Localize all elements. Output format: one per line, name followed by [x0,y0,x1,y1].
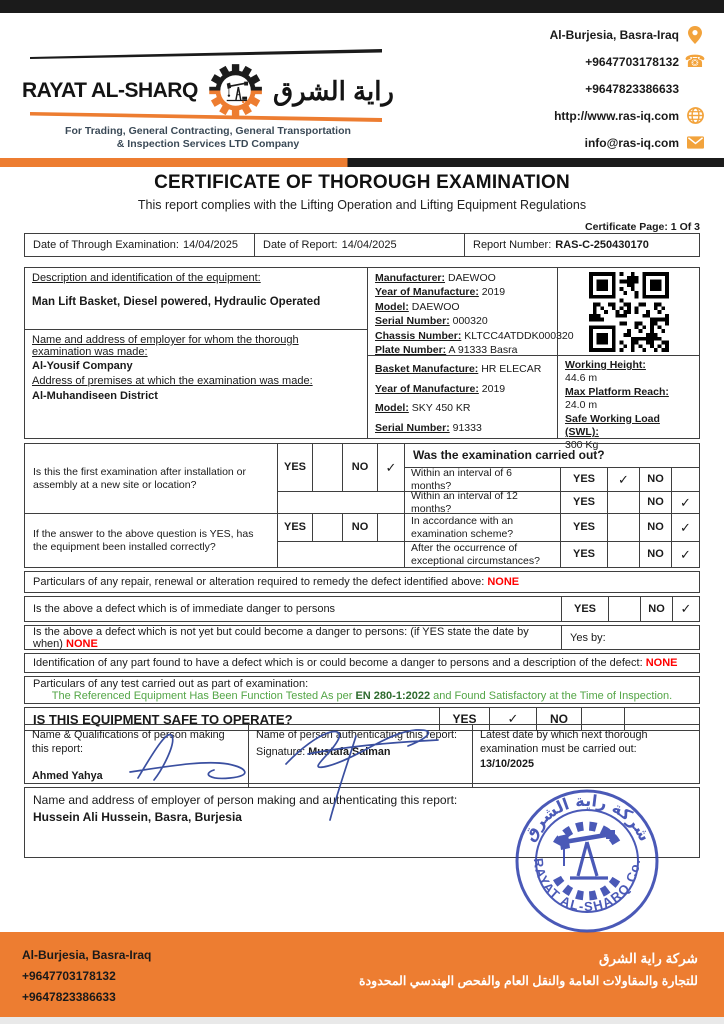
future-danger-value: NONE [66,637,98,650]
manufacturer-details-cell [368,268,574,357]
auth-label: Name of person authenticating this report: [256,729,458,741]
test-statement-post: and Found Satisfactory at the Time of Inspection. [430,690,673,702]
yes-label: YES [278,513,313,541]
spec-value: 300 Kg [565,439,599,452]
spec-label: Model: [375,402,409,414]
spec-label: Manufacturer: [375,272,446,284]
footer-phone1: +9647703178132 [22,969,116,983]
sub-question-exceptional-circumstances: After the occurrence of exceptional circumstances? [405,541,561,567]
employer-premises-cell [25,330,367,438]
no-label: NO [640,597,672,621]
contact-website-row [484,102,704,129]
certificate-subtitle: This report complies with the Lifting Operation and Lifting Equipment Regulations [137,198,587,212]
phone-icon: ☎ [684,52,706,71]
sub-question-12-months: Within an interval of 12 months? [405,491,561,513]
exam-date-label: Date of Through Examination: [33,239,179,251]
checkbox-immediate-yes [608,597,640,621]
certificate-page-label: Certificate Page: 1 Of 3 [585,221,700,233]
checkbox-scheme-yes [608,513,640,541]
contact-phone1: +9647703178132 [585,54,679,69]
yes-label: YES [561,491,608,513]
spec-label: Serial Number: [375,315,450,328]
premises-label: Address of premises at which the examination was made: [32,375,313,387]
company-logo [22,17,394,155]
test-label: Particulars of any test carried out as part of examination: [33,678,309,690]
spec-label: Year of Manufacture: [375,286,479,299]
repair-value: NONE [487,576,520,588]
footer-company-block [359,948,698,992]
report-date-value: 14/04/2025 [341,239,397,251]
identification-row [24,653,700,673]
yes-label: YES [561,468,608,491]
equipment-description-cell [25,268,367,330]
spec-label: Plate Number: [375,344,447,357]
company-stamp [512,786,662,936]
test-standard: EN 280-1:2022 [355,690,431,702]
immediate-danger-label: Is the above a defect which is of immediate danger to persons [33,603,336,615]
stamp-latin-text: RAYAT AL-SHARQ Co. [530,857,644,915]
sub-question-6-months: Within an interval of 6 months? [405,468,561,491]
no-label: NO [343,513,378,541]
maker-cell [25,725,249,788]
report-number-value: RAS-C-250430170 [555,239,649,251]
svg-text:RAYAT AL-SHARQ Co. [531,857,643,914]
auth-signature-label: Signature: [256,745,306,758]
checkbox-12-months-yes [608,491,640,513]
location-icon [686,26,704,44]
next-examination-cell [473,725,699,788]
globe-icon [686,107,704,125]
company-name-ar: راية الشرق [272,75,394,106]
header-contacts [484,21,704,156]
carried-out-header: Was the examination carried out? [405,444,699,468]
checkbox-immediate-no: ✓ [672,597,699,621]
spec-label: Serial Number: [375,421,450,434]
spec-value: HR ELECAR [481,363,542,375]
dates-table [24,233,700,257]
future-danger-label: Is the above a defect which is not yet but could become a danger to persons: (if YES state the date by when) [33,625,529,650]
contact-phone2: +9647823386633 [585,81,679,96]
checkbox-exceptional-no: ✓ [672,541,699,567]
tagline-line2: & Inspection Services LTD Company [116,138,300,150]
qr-code [558,268,699,356]
footer [0,932,724,1024]
employer-label: Name and address of employer for whom the thorough examination was made: [32,334,299,358]
contact-phone1-row [484,48,704,75]
report-employer-value: Hussein Ali Hussein, Basra, Burjesia [33,810,242,824]
checkbox-q2-yes [313,513,343,541]
authenticator-cell [249,725,473,788]
spec-value: SKY 450 KR [411,402,471,414]
empty-cell [278,541,405,567]
employer-value: Al-Yousif Company [32,360,133,372]
equipment-table [24,267,700,452]
yes-label: YES [561,541,608,567]
future-danger-row [24,625,700,650]
equipment-description-value: Man Lift Basket, Diesel powered, Hydraulic Operated [32,296,321,308]
report-date-label: Date of Report: [263,239,338,251]
checkbox-q1-yes [313,444,343,491]
sub-question-examination-scheme: In accordance with an examination scheme? [405,513,561,541]
company-name-en: RAYAT AL-SHARQ [22,79,198,102]
footer-phone2: +9647823386633 [22,990,116,1004]
contact-website: http://www.ras-iq.com [554,108,679,123]
spec-label: Chassis Number: [375,329,462,342]
spec-value: 91333 [452,421,482,434]
footer-company-ar-line2: للتجارة والمقاولات العامة والنقل العام والفحص الهندسي المحدودة [359,974,698,988]
basket-details-cell [368,356,557,438]
equipment-description-label: Description and identification of the equipment: [32,272,261,284]
spec-value: 000320 [452,315,488,328]
header-divider [0,158,724,167]
examination-table [24,443,700,568]
spec-value: 24.0 m [565,399,598,412]
report-number-cell [465,234,699,256]
spec-label: Model: [375,300,409,313]
spec-label: Basket Manufacture: [375,363,479,375]
question-first-examination: Is this the first examination after installation or assembly at a new site or location? [25,444,278,513]
checkbox-6-months-no [672,468,699,491]
no-label: NO [640,491,672,513]
stamp-arabic-text: شركة راية الشرق [519,790,655,845]
no-label: NO [640,513,672,541]
exam-date-value: 14/04/2025 [182,239,239,251]
contact-email-row [484,129,704,156]
checkbox-scheme-no: ✓ [672,513,699,541]
no-label: NO [536,708,581,730]
next-exam-label: Latest date by which next thorough examination must be carried out: [480,729,648,755]
spec-value: A 91333 Basra [448,344,518,357]
no-label: NO [640,468,672,491]
auth-name: Mustafa Salman [308,745,391,758]
test-particulars-row [24,676,700,704]
contact-address: Al-Burjesia, Basra-Iraq [549,27,679,42]
spec-value: DAEWOO [411,300,460,313]
spec-value: 44.6 m [565,372,598,385]
checkbox-6-months-yes: ✓ [608,468,640,491]
yes-by-cell: Yes by: [561,626,699,649]
title-block [24,172,700,233]
checkbox-exceptional-yes [608,541,640,567]
contact-address-row [484,21,704,48]
yes-label: YES [439,708,489,730]
checkbox-q2-no [378,513,405,541]
report-date-cell [255,234,465,256]
spec-value: 2019 [481,286,506,299]
header [0,13,724,158]
footer-company-ar-line1: شركة راية الشرق [598,951,698,966]
spec-label: Working Height: [565,359,646,371]
envelope-icon [686,134,704,152]
maker-name: Ahmed Yahya [32,770,103,782]
spec-value: KLTCC4ATDDK000320 [464,329,574,342]
report-employer-label: Name and address of employer of person making and authenticating this report: [33,793,458,807]
yes-label: YES [278,444,313,491]
top-black-bar [0,0,724,13]
spec-label: Max Platform Reach: [565,385,669,398]
yes-label: YES [561,513,608,541]
immediate-danger-row [24,596,700,622]
no-label: NO [640,541,672,567]
identification-label: Identification of any part found to have a defect which is or could become a danger to persons and a description of the defect: [33,657,643,669]
maker-label: Name & Qualifications of person making this report: [32,729,225,755]
no-label: NO [343,444,378,491]
footer-address: Al-Burjesia, Basra-Iraq [22,948,152,962]
test-statement-pre: The Referenced Equipment Has Been Function Tested As per [51,690,356,702]
checkbox-q1-no: ✓ [378,444,405,491]
repair-label: Particulars of any repair, renewal or alteration required to remedy the defect identified above: [33,576,485,588]
spec-value: 2019 [481,382,506,395]
spec-label: Year of Manufacture: [375,382,479,395]
stamp-pumpjack-icon [559,830,615,878]
icon-spacer [686,80,704,98]
tagline-line1: For Trading, General Contracting, General Transportation [65,125,351,137]
premises-value: Al-Muhandiseen District [32,390,158,402]
contact-phone2-row [484,75,704,102]
report-number-label: Report Number: [473,239,552,251]
footer-contact-block [22,945,151,1008]
checkbox-12-months-no: ✓ [672,491,699,513]
yes-label: YES [561,597,608,621]
stamp-gear-bottom [557,878,617,896]
safe-question: IS THIS EQUIPMENT SAFE TO OPERATE? [33,711,293,727]
next-exam-date: 13/10/2025 [480,758,535,770]
repair-particulars-row [24,571,700,593]
identification-value: NONE [645,657,678,669]
question-installed-correctly: If the answer to the above question is YES, has the equipment been installed correctly? [25,513,278,567]
empty-cell [278,491,405,513]
checkbox-safe-yes: ✓ [489,708,536,730]
platform-specs-cell [558,356,699,452]
spec-label: Safe Working Load (SWL): [565,412,660,439]
contact-email: info@ras-iq.com [584,135,679,150]
exam-date-cell [25,234,255,256]
gear-pumpjack-logo-icon [204,45,267,137]
company-tagline [22,125,394,151]
certificate-title: CERTIFICATE OF THOROUGH EXAMINATION [154,172,570,193]
signature-table [24,724,700,784]
spec-value: DAEWOO [447,272,496,284]
